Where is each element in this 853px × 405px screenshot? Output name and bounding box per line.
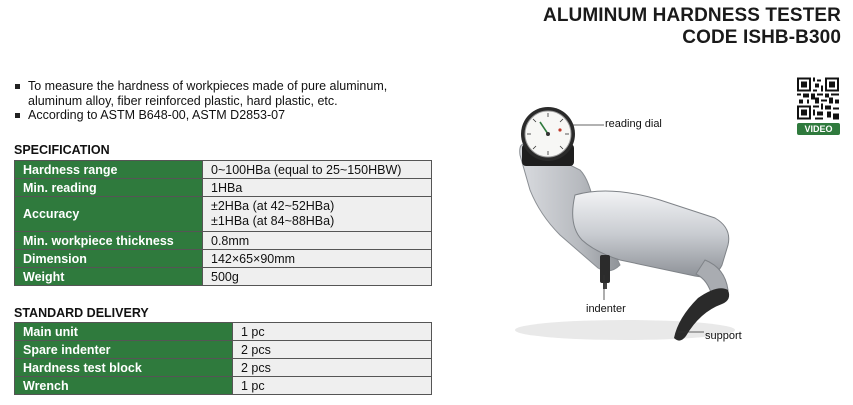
video-badge[interactable]: VIDEO	[797, 123, 840, 135]
table-row	[15, 359, 432, 377]
table-row	[15, 268, 432, 286]
spec-label: Weight	[15, 268, 203, 286]
table-row	[15, 341, 432, 359]
table-row	[15, 323, 432, 341]
spec-value: 500g	[203, 268, 432, 286]
product-title	[543, 5, 841, 49]
delivery-label: Wrench	[15, 377, 233, 395]
delivery-label: Main unit	[15, 323, 233, 341]
delivery-value: 1 pc	[233, 377, 432, 395]
specification-heading: SPECIFICATION	[14, 143, 110, 157]
spec-value: 0.8mm	[203, 232, 432, 250]
table-row	[15, 377, 432, 395]
table-row	[15, 161, 432, 179]
spec-label: Accuracy	[15, 197, 203, 232]
spec-value: 0~100HBa (equal to 25~150HBW)	[203, 161, 432, 179]
spec-label: Min. reading	[15, 179, 203, 197]
table-row	[15, 179, 432, 197]
spec-label: Dimension	[15, 250, 203, 268]
delivery-value: 2 pcs	[233, 341, 432, 359]
spec-label: Hardness range	[15, 161, 203, 179]
title-line-2: CODE ISHB-B300	[682, 27, 841, 48]
delivery-heading: STANDARD DELIVERY	[14, 306, 149, 320]
support-callout: support	[705, 330, 742, 342]
delivery-value: 1 pc	[233, 323, 432, 341]
spec-value: 1HBa	[203, 179, 432, 197]
delivery-label: Spare indenter	[15, 341, 233, 359]
table-row	[15, 250, 432, 268]
indenter-callout: indenter	[586, 303, 626, 315]
delivery-label: Hardness test block	[15, 359, 233, 377]
hardness-tester-illustration	[500, 100, 760, 360]
specification-table	[14, 160, 432, 286]
feature-list	[14, 79, 434, 123]
spec-value	[203, 197, 432, 232]
table-row	[15, 197, 432, 232]
spec-value: 142×65×90mm	[203, 250, 432, 268]
accuracy-line-2: ±1HBa (at 84~88HBa)	[211, 214, 335, 228]
accuracy-line-1: ±2HBa (at 42~52HBa)	[211, 199, 335, 213]
delivery-table	[14, 322, 432, 395]
table-row	[15, 232, 432, 250]
delivery-value: 2 pcs	[233, 359, 432, 377]
qr-code-icon[interactable]	[797, 76, 839, 121]
spec-label: Min. workpiece thickness	[15, 232, 203, 250]
reading-dial-callout: reading dial	[605, 118, 662, 130]
feature-item: According to ASTM B648-00, ASTM D2853-07	[14, 108, 434, 123]
title-line-1: ALUMINUM HARDNESS TESTER	[543, 5, 841, 26]
feature-item: To measure the hardness of workpieces made of pure aluminum, aluminum alloy, fiber reinforced plastic, hard plastic, etc.	[14, 79, 434, 108]
